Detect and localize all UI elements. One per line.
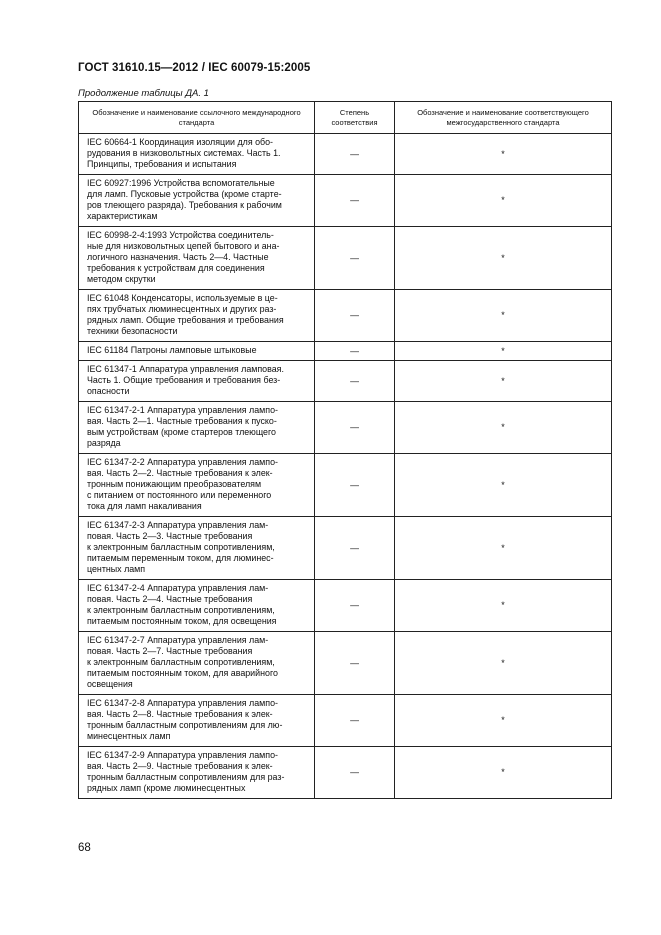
degree-cell: — xyxy=(315,747,395,799)
table-row xyxy=(79,290,612,342)
reference-standard-line: рудования в низковольтных системах. Часть 1. xyxy=(87,148,281,158)
reference-standard-line: освещения xyxy=(87,679,133,689)
interstate-standard-cell: * xyxy=(395,361,612,402)
reference-standard-cell xyxy=(79,517,315,580)
reference-standard-line: вая. Часть 2—9. Частные требования к элек- xyxy=(87,761,273,771)
reference-standard-line: с питанием от постоянного или переменного xyxy=(87,490,272,500)
interstate-standard-cell: * xyxy=(395,632,612,695)
reference-standard-line: питаемым постоянным током, для аварийного xyxy=(87,668,278,678)
reference-standard-cell xyxy=(79,342,315,361)
reference-standard-line: вая. Часть 2—1. Частные требования к пуско- xyxy=(87,416,277,426)
reference-standard-cell xyxy=(79,580,315,632)
degree-cell: — xyxy=(315,454,395,517)
reference-standard-line: характеристикам xyxy=(87,211,158,221)
reference-standard-line: IEC 61347-2-8 Аппаратура управления лампо- xyxy=(87,698,278,708)
reference-standard-cell xyxy=(79,134,315,175)
reference-standard-line: тронным понижающим преобразователям xyxy=(87,479,262,489)
reference-standard-line: пях трубчатых люминесцентных и других раз- xyxy=(87,304,277,314)
reference-standard-line: тронным балластным сопротивлениям для лю- xyxy=(87,720,283,730)
reference-standard-line: к электронным балластным сопротивлениям, xyxy=(87,657,275,667)
table-caption: Продолжение таблицы ДА. 1 xyxy=(78,88,209,99)
degree-cell: — xyxy=(315,632,395,695)
reference-standard-line: методом скрутки xyxy=(87,274,156,284)
reference-standard-line: центных ламп xyxy=(87,564,146,574)
reference-standard-line: рядных ламп (кроме люминесцентных xyxy=(87,783,246,793)
reference-standard-cell xyxy=(79,454,315,517)
reference-standard-line: IEC 61347-2-7 Аппаратура управления лам- xyxy=(87,635,269,645)
table-row xyxy=(79,517,612,580)
degree-cell: — xyxy=(315,134,395,175)
reference-standard-line: повая. Часть 2—3. Частные требования xyxy=(87,531,253,541)
interstate-standard-cell: * xyxy=(395,695,612,747)
document-header: ГОСТ 31610.15—2012 / IEC 60079-15:2005 xyxy=(78,62,311,74)
reference-standard-cell xyxy=(79,747,315,799)
interstate-standard-cell: * xyxy=(395,342,612,361)
reference-standard-line: тронным балластным сопротивлениям для раз- xyxy=(87,772,285,782)
degree-cell: — xyxy=(315,402,395,454)
table-row xyxy=(79,227,612,290)
table-row xyxy=(79,454,612,517)
degree-cell: — xyxy=(315,342,395,361)
interstate-standard-cell: * xyxy=(395,747,612,799)
reference-standard-line: питаемым постоянным током, для освещения xyxy=(87,616,277,626)
table-row xyxy=(79,361,612,402)
reference-standard-line: требования к устройствам для соединения xyxy=(87,263,265,273)
reference-standard-line: логичного назначения. Часть 2—4. Частные xyxy=(87,252,269,262)
reference-standard-line: минесцентных ламп xyxy=(87,731,171,741)
reference-standard-line: IEC 61347-2-2 Аппаратура управления лампо- xyxy=(87,457,278,467)
reference-standard-line: питаемым переменным током, для люминес- xyxy=(87,553,274,563)
reference-standard-cell xyxy=(79,632,315,695)
standards-table xyxy=(78,101,612,799)
reference-standard-line: IEC 61184 Патроны ламповые штыковые xyxy=(87,345,257,355)
reference-standard-line: IEC 61347-2-3 Аппаратура управления лам- xyxy=(87,520,269,530)
interstate-standard-cell: * xyxy=(395,454,612,517)
degree-cell: — xyxy=(315,361,395,402)
column-header-international-standard: Обозначение и наименование ссылочного международного стандарта xyxy=(79,102,315,134)
reference-standard-line: IEC 61347-2-4 Аппаратура управления лам- xyxy=(87,583,269,593)
column-header-interstate-standard: Обозначение и наименование соответствующего межгосударственного стандарта xyxy=(395,102,612,134)
reference-standard-line: IEC 61347-2-9 Аппаратура управления лампо- xyxy=(87,750,278,760)
reference-standard-cell xyxy=(79,175,315,227)
reference-standard-cell xyxy=(79,361,315,402)
reference-standard-line: IEC 60664-1 Координация изоляции для обо- xyxy=(87,137,274,147)
interstate-standard-cell: * xyxy=(395,175,612,227)
degree-cell: — xyxy=(315,517,395,580)
table-row xyxy=(79,402,612,454)
degree-cell: — xyxy=(315,290,395,342)
reference-standard-line: техники безопасности xyxy=(87,326,178,336)
reference-standard-line: IEC 60927:1996 Устройства вспомогательные xyxy=(87,178,275,188)
reference-standard-line: к электронным балластным сопротивлениям, xyxy=(87,605,275,615)
degree-cell: — xyxy=(315,175,395,227)
interstate-standard-cell: * xyxy=(395,134,612,175)
reference-standard-line: IEC 61048 Конденсаторы, используемые в це- xyxy=(87,293,278,303)
reference-standard-cell xyxy=(79,290,315,342)
interstate-standard-cell: * xyxy=(395,227,612,290)
reference-standard-line: IEC 61347-1 Аппаратура управления ламповая. xyxy=(87,364,284,374)
reference-standard-line: вым устройствам (кроме стартеров тлеющего xyxy=(87,427,276,437)
table-row xyxy=(79,580,612,632)
degree-cell: — xyxy=(315,695,395,747)
interstate-standard-cell: * xyxy=(395,290,612,342)
degree-cell: — xyxy=(315,580,395,632)
table-header-row xyxy=(79,102,612,134)
table-row xyxy=(79,695,612,747)
table-row xyxy=(79,342,612,361)
reference-standard-cell xyxy=(79,227,315,290)
page-number: 68 xyxy=(78,842,91,854)
reference-standard-line: Часть 1. Общие требования и требования без- xyxy=(87,375,281,385)
reference-standard-line: IEC 60998-2-4:1993 Устройства соединитель- xyxy=(87,230,274,240)
reference-standard-cell xyxy=(79,402,315,454)
column-header-degree: Степень соответствия xyxy=(315,102,395,134)
table-row xyxy=(79,134,612,175)
reference-standard-line: разряда xyxy=(87,438,121,448)
interstate-standard-cell: * xyxy=(395,580,612,632)
reference-standard-line: вая. Часть 2—2. Частные требования к элек- xyxy=(87,468,273,478)
table-row xyxy=(79,175,612,227)
table-row xyxy=(79,632,612,695)
reference-standard-line: вая. Часть 2—8. Частные требования к элек- xyxy=(87,709,273,719)
reference-standard-line: опасности xyxy=(87,386,130,396)
reference-standard-line: повая. Часть 2—7. Частные требования xyxy=(87,646,253,656)
interstate-standard-cell: * xyxy=(395,517,612,580)
reference-standard-line: ные для низковольтных цепей бытового и ана- xyxy=(87,241,280,251)
table-row xyxy=(79,747,612,799)
reference-standard-line: Принципы, требования и испытания xyxy=(87,159,237,169)
reference-standard-line: повая. Часть 2—4. Частные требования xyxy=(87,594,253,604)
reference-standard-line: рядных ламп. Общие требования и требования xyxy=(87,315,284,325)
reference-standard-line: ров тлеющего разряда). Требования к рабочим xyxy=(87,200,282,210)
degree-cell: — xyxy=(315,227,395,290)
interstate-standard-cell: * xyxy=(395,402,612,454)
reference-standard-line: к электронным балластным сопротивлениям, xyxy=(87,542,275,552)
reference-standard-line: IEC 61347-2-1 Аппаратура управления лампо- xyxy=(87,405,278,415)
reference-standard-line: для ламп. Пусковые устройства (кроме стартe- xyxy=(87,189,282,199)
reference-standard-line: тока для ламп накаливания xyxy=(87,501,202,511)
reference-standard-cell xyxy=(79,695,315,747)
